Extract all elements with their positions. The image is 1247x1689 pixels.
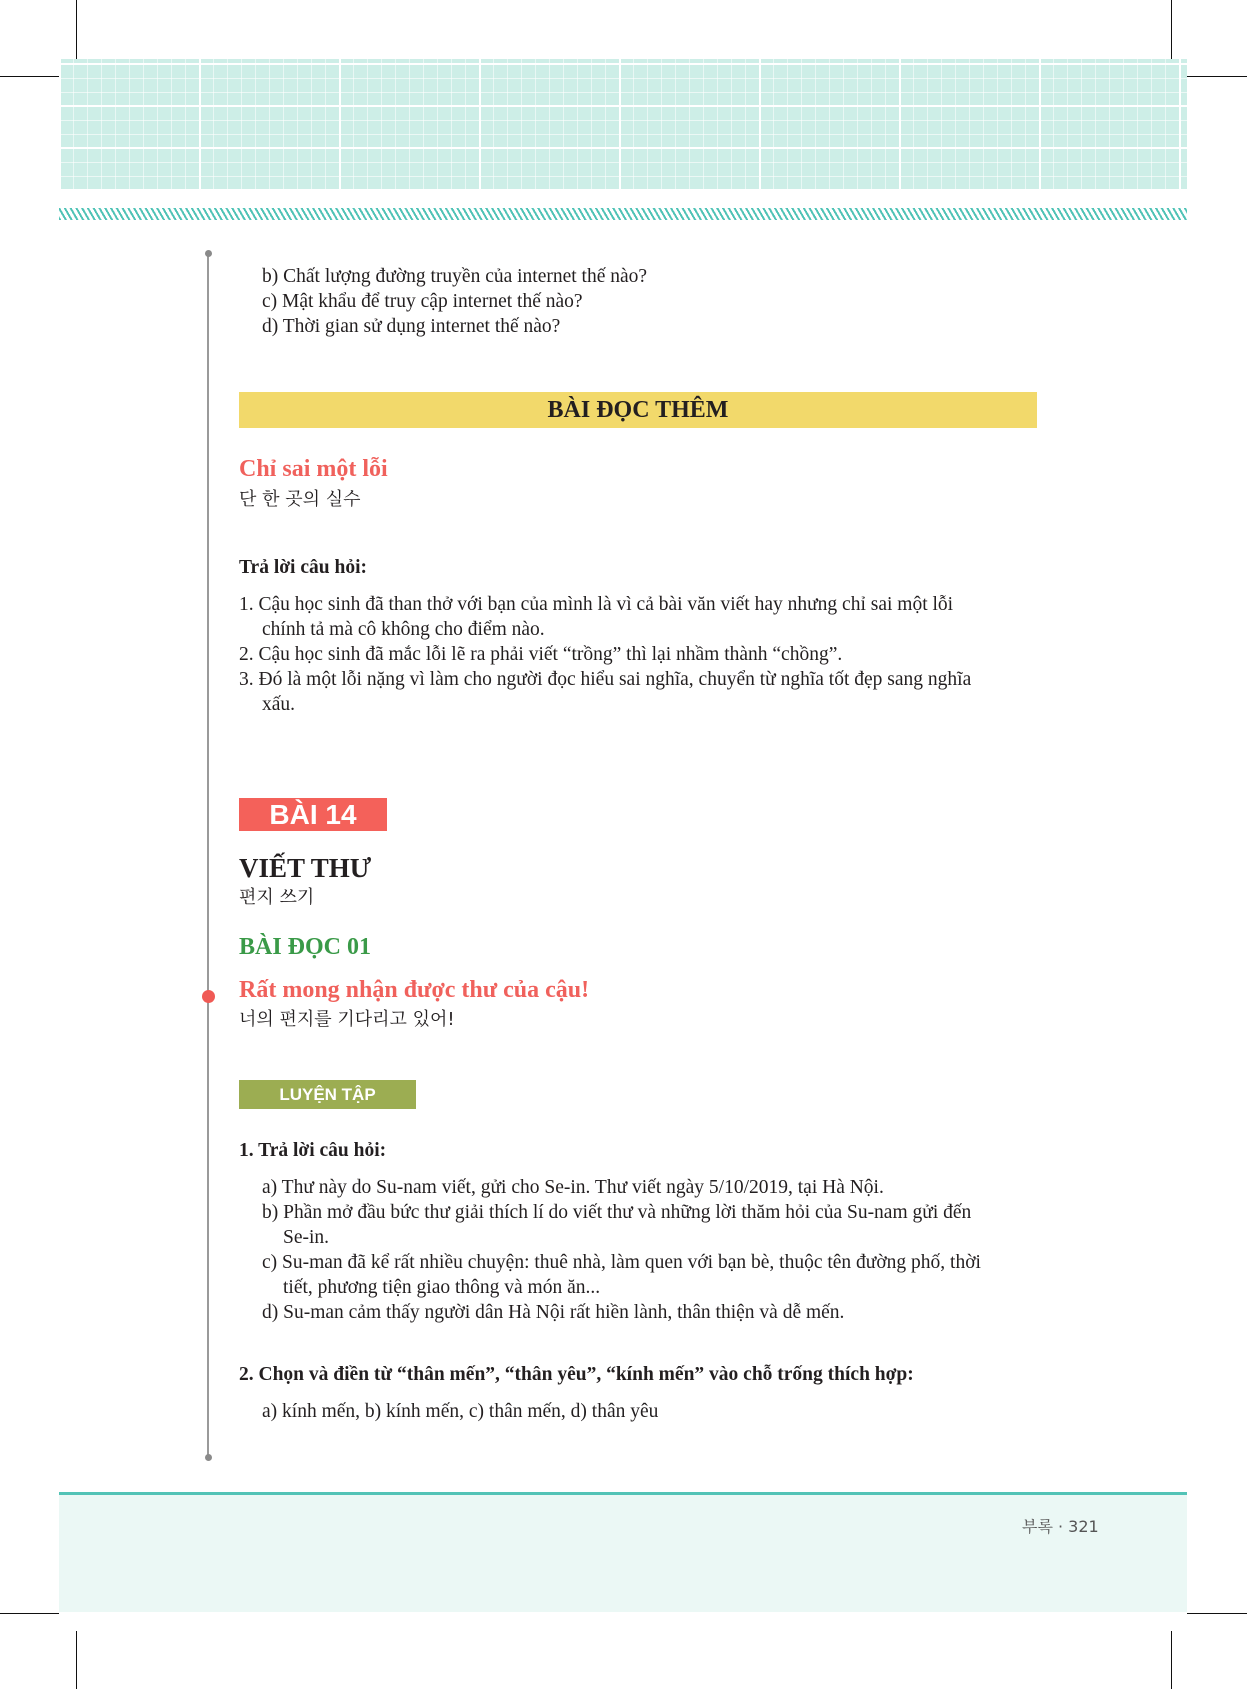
crop-mark: [0, 76, 59, 77]
answer-line: 2. Cậu học sinh đã mắc lỗi lẽ ra phải viết “trồng” thì lại nhầm thành “chồng”.: [239, 644, 843, 665]
q1-answer: a) Thư này do Su-nam viết, gửi cho Se-in. Thư viết ngày 5/10/2019, tại Hà Nội.: [262, 1177, 884, 1198]
page-number: 부록 · 321: [1022, 1517, 1099, 1536]
prev-item: d) Thời gian sử dụng internet thế nào?: [262, 316, 561, 337]
margin-line: [207, 253, 209, 1457]
answer-line: chính tả mà cô không cho điểm nào.: [262, 619, 545, 640]
crop-mark: [1187, 1613, 1247, 1614]
reading-title-ko: 너의 편지를 기다리고 있어!: [239, 1009, 455, 1030]
prev-item: b) Chất lượng đường truyền của internet thế nào?: [262, 266, 648, 287]
lesson-title: VIẾT THƯ: [239, 853, 372, 883]
q1-answer: c) Su-man đã kể rất nhiều chuyện: thuê nhà, làm quen với bạn bè, thuộc tên đường phố, thời: [262, 1252, 981, 1273]
header-hatch-stripe: [59, 208, 1187, 220]
crop-mark: [76, 1631, 77, 1689]
q1-answer: Se-in.: [283, 1227, 330, 1248]
lesson-badge: BÀI 14: [239, 798, 387, 831]
margin-dot-bottom: [205, 1454, 212, 1461]
q1-answer: b) Phần mở đầu bức thư giải thích lí do viết thư và những lời thăm hỏi của Su-nam gửi đến: [262, 1202, 972, 1223]
answer-line: 3. Đó là một lỗi nặng vì làm cho người đọc hiểu sai nghĩa, chuyển từ nghĩa tốt đẹp sang nghĩa: [239, 669, 972, 690]
crop-mark: [76, 0, 77, 59]
q2-answer: a) kính mến, b) kính mến, c) thân mến, d) thân yêu: [262, 1401, 659, 1422]
extra-reading-title: Chỉ sai một lỗi: [239, 456, 388, 482]
reading-label: BÀI ĐỌC 01: [239, 934, 372, 960]
crop-mark: [1187, 76, 1247, 77]
q2-heading: 2. Chọn và điền từ “thân mến”, “thân yêu”, “kính mến” vào chỗ trống thích hợp:: [239, 1364, 914, 1385]
margin-dot-top: [205, 250, 212, 257]
question-heading: Trả lời câu hỏi:: [239, 557, 367, 578]
answer-line: xấu.: [262, 694, 296, 715]
header-grid-band: [59, 59, 1187, 191]
answer-line: 1. Cậu học sinh đã than thở với bạn của mình là vì cả bài văn viết hay nhưng chỉ sai một lỗi: [239, 594, 954, 615]
q1-heading: 1. Trả lời câu hỏi:: [239, 1140, 387, 1161]
practice-label: LUYỆN TẬP: [239, 1080, 416, 1109]
crop-mark: [1171, 1631, 1172, 1689]
margin-marker-dot: [202, 990, 215, 1003]
crop-mark: [0, 1613, 59, 1614]
crop-mark: [1171, 0, 1172, 59]
lesson-title-ko: 편지 쓰기: [239, 887, 315, 908]
extra-reading-title-ko: 단 한 곳의 실수: [239, 489, 361, 510]
extra-reading-banner: BÀI ĐỌC THÊM: [239, 392, 1037, 428]
prev-item: c) Mật khẩu để truy cập internet thế nào?: [262, 291, 583, 312]
reading-title: Rất mong nhận được thư của cậu!: [239, 977, 590, 1003]
q1-answer: d) Su-man cảm thấy người dân Hà Nội rất hiền lành, thân thiện và dễ mến.: [262, 1302, 845, 1323]
q1-answer: tiết, phương tiện giao thông và món ăn...: [283, 1277, 601, 1298]
footer-band: [59, 1492, 1187, 1612]
